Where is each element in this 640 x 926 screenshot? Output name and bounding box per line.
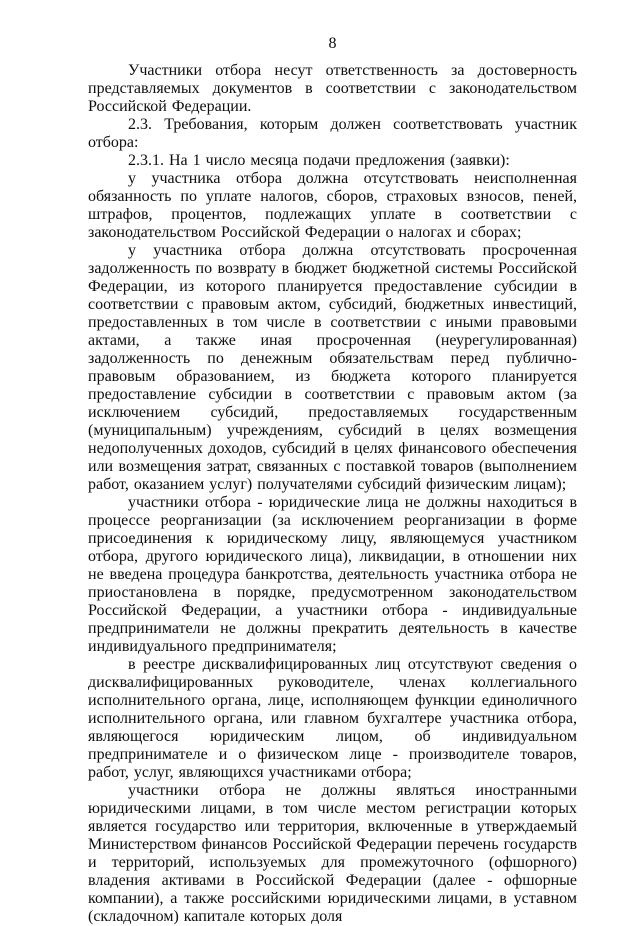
paragraph-foreign-entities: участники отбора не должны являться иностранными юридическими лицами, в том числе местом регистрации которых является государство или территория, включенные в утверждаемый Министерством финансов Российской Федерации перечень государств и территорий, используемых для промежуточного (офшорного) владения активами в Российской Федерации (далее - офшорные компании), а также российскими юридическими лицами, в уставном (складочном) капитале которых доля <box>88 782 577 925</box>
paragraph-reorganization: участники отбора - юридические лица не должны находиться в процессе реорганизации (за исключением реорганизации в форме присоединения к юридическому лицу, являющемуся участником отбора, другого юридического лица), ликвидации, в отношении них не введена процедура банкротства, деятельность участника отбора не приостановлена в порядке, предусмотренном законодательством Российской Федерации, а участники отбора - индивидуальные предприниматели не должны прекратить деятельность в качестве индивидуального предпринимателя; <box>88 494 577 655</box>
page-number: 8 <box>328 35 337 52</box>
paragraph-responsibility: Участники отбора несут ответственность за достоверность представляемых документов в соответствии с законодательством Российской Федерации. <box>88 62 577 115</box>
paragraph-section-2-3: 2.3. Требования, которым должен соответствовать участник отбора: <box>88 116 577 151</box>
paragraph-section-2-3-1: 2.3.1. На 1 число месяца подачи предложения (заявки): <box>128 152 510 169</box>
body-text <box>88 62 577 926</box>
paragraph-disqualified-register: в реестре дисквалифицированных лиц отсутствуют сведения о дисквалифицированных руководителе, членах коллегиального исполнительного органа, лице, исполняющем функции единоличного исполнительного органа, или главном бухгалтере участника отбора, являющегося юридическим лицом, об индивидуальном предпринимателе и о физическом лице - производителе товаров, работ, услуг, являющихся участниками отбора; <box>88 656 577 781</box>
paragraph-tax-obligation: у участника отбора должна отсутствовать неисполненная обязанность по уплате налогов, сборов, страховых взносов, пеней, штрафов, процентов, подлежащих уплате в соответствии с законодательством Российской Федерации о налогах и сборах; <box>88 170 577 241</box>
paragraph-overdue-debt: у участника отбора должна отсутствовать просроченная задолженность по возврату в бюджет бюджетной системы Российской Федерации, из которого планируется предоставление субсидии в соответствии с правовым актом, субсидий, бюджетных инвестиций, предоставленных в том числе в соответствии с иными правовыми актами, а также иная просроченная (неурегулированная) задолженность по денежным обязательствам перед публично-правовым образованием, из бюджета которого планируется предоставление субсидии в соответствии с правовым актом (за исключением субсидий, предоставляемых государственным (муниципальным) учреждениям, субсидий в целях возмещения недополученных доходов, субсидий в целях финансового обеспечения или возмещения затрат, связанных с поставкой товаров (выполнением работ, оказанием услуг) получателями субсидий физическим лицам); <box>88 242 577 493</box>
